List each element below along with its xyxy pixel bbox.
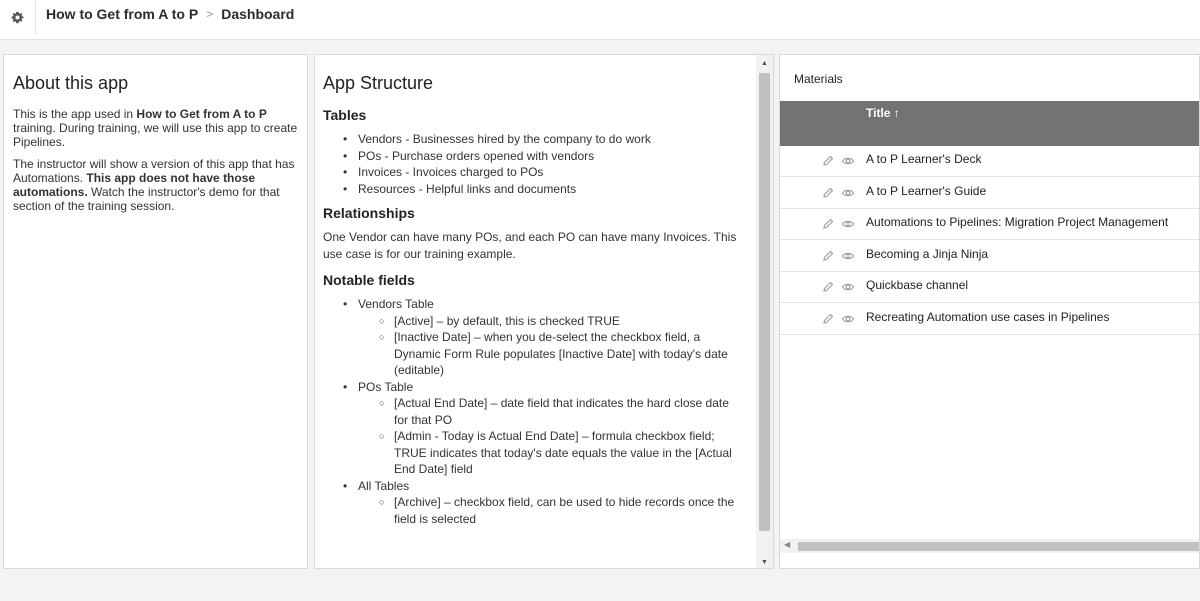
notable-sub-list <box>373 494 745 527</box>
chevron-right-icon: > <box>206 7 214 21</box>
about-title: About this app <box>13 73 129 93</box>
notable-group <box>343 379 745 478</box>
about-panel <box>3 54 308 569</box>
notable-group-label: All Tables <box>358 478 410 493</box>
table-list-item: • Invoices - Invoices charged to POs <box>343 164 745 181</box>
edit-pencil-icon[interactable] <box>821 186 835 200</box>
table-list-item: • Resources - Helpful links and documents <box>343 181 745 198</box>
breadcrumb-app-link[interactable]: How to Get from A to P <box>46 6 199 22</box>
edit-pencil-icon[interactable] <box>821 154 835 168</box>
scrollbar-thumb[interactable] <box>759 73 770 531</box>
edit-pencil-icon[interactable] <box>821 217 835 231</box>
material-title-cell[interactable]: Automations to Pipelines: Migration Project Management <box>866 215 1169 230</box>
breadcrumb <box>46 6 294 22</box>
horizontal-scrollbar-thumb[interactable] <box>798 542 1200 551</box>
material-title-cell[interactable]: A to P Learner's Guide <box>866 183 987 198</box>
scroll-down-icon[interactable]: ▼ <box>761 558 768 566</box>
settings-button[interactable] <box>0 0 36 34</box>
relationships-text: One Vendor can have many POs, and each PO can have many Invoices. This use case is for our training example. <box>323 230 737 261</box>
material-title-cell[interactable]: A to P Learner's Deck <box>866 152 982 166</box>
view-eye-icon[interactable] <box>841 154 855 168</box>
horizontal-scrollbar[interactable] <box>780 539 1200 553</box>
notable-field-item: ○ [Admin - Today is Actual End Date] – formula checkbox field; TRUE indicates that today's date equals the value in the [Actual End Date] field <box>373 428 745 478</box>
material-title-cell[interactable]: Quickbase channel <box>866 278 969 293</box>
material-title-cell[interactable]: Recreating Automation use cases in Pipelines <box>866 310 1110 324</box>
top-bar <box>0 0 1200 40</box>
notable-group-label: Vendors Table <box>358 297 434 311</box>
view-eye-icon[interactable] <box>841 280 855 294</box>
column-header-title[interactable]: Title ↑ <box>866 106 900 120</box>
relationships-heading: Relationships <box>323 205 415 221</box>
edit-pencil-icon[interactable] <box>821 249 835 263</box>
app-structure-panel[interactable] <box>314 54 774 569</box>
table-list-item: • POs - Purchase orders opened with vendors <box>343 148 745 165</box>
view-eye-icon[interactable] <box>841 249 855 263</box>
notable-group <box>343 296 745 379</box>
table-row[interactable] <box>780 241 1200 272</box>
edit-pencil-icon[interactable] <box>821 280 835 294</box>
notable-fields-list <box>343 296 745 527</box>
breadcrumb-page: Dashboard <box>221 6 295 22</box>
notable-group <box>343 478 745 528</box>
structure-title: App Structure <box>323 73 434 93</box>
about-paragraph-2: The instructor will show a version of this app that has Automations. This app does not have those automations. Watch the instructor's demo for that section of the training session. <box>13 157 295 213</box>
vertical-scrollbar[interactable] <box>756 55 773 569</box>
view-eye-icon[interactable] <box>841 217 855 231</box>
table-row[interactable] <box>780 272 1200 303</box>
notable-sub-list <box>373 313 745 379</box>
view-eye-icon[interactable] <box>841 186 855 200</box>
notable-group-label: POs Table <box>358 379 414 394</box>
tables-heading: Tables <box>323 107 367 123</box>
materials-title: Materials <box>794 72 843 86</box>
table-row[interactable] <box>780 304 1200 335</box>
notable-heading: Notable fields <box>323 272 415 288</box>
table-row[interactable] <box>780 178 1200 209</box>
notable-field-item: ○ [Actual End Date] – date field that indicates the hard close date for that PO <box>373 395 745 428</box>
scroll-left-icon[interactable]: ◀ <box>784 540 791 549</box>
material-title-cell[interactable]: Becoming a Jinja Ninja <box>866 246 989 261</box>
table-row[interactable] <box>780 146 1200 177</box>
gear-icon <box>11 11 24 24</box>
table-row[interactable] <box>780 209 1200 240</box>
materials-panel <box>779 54 1200 569</box>
table-header <box>780 101 1200 146</box>
notable-sub-list <box>373 395 745 478</box>
scroll-up-icon[interactable]: ▲ <box>761 59 768 67</box>
table-list-item: • Vendors - Businesses hired by the company to do work <box>343 131 745 148</box>
app-structure-content <box>315 55 755 569</box>
view-eye-icon[interactable] <box>841 312 855 326</box>
tables-list <box>343 131 745 197</box>
edit-pencil-icon[interactable] <box>821 312 835 326</box>
notable-field-item: ○ [Archive] – checkbox field, can be used to hide records once the field is selected <box>373 494 745 527</box>
notable-field-item: ○ [Inactive Date] – when you de-select the checkbox field, a Dynamic Form Rule populates [Inactive Date] with today's date (editable) <box>373 329 745 379</box>
about-paragraph-1: This is the app used in How to Get from A to P training. During training, we will use this app to create Pipelines. <box>13 107 298 149</box>
notable-field-item: ○ [Active] – by default, this is checked TRUE <box>373 313 745 330</box>
